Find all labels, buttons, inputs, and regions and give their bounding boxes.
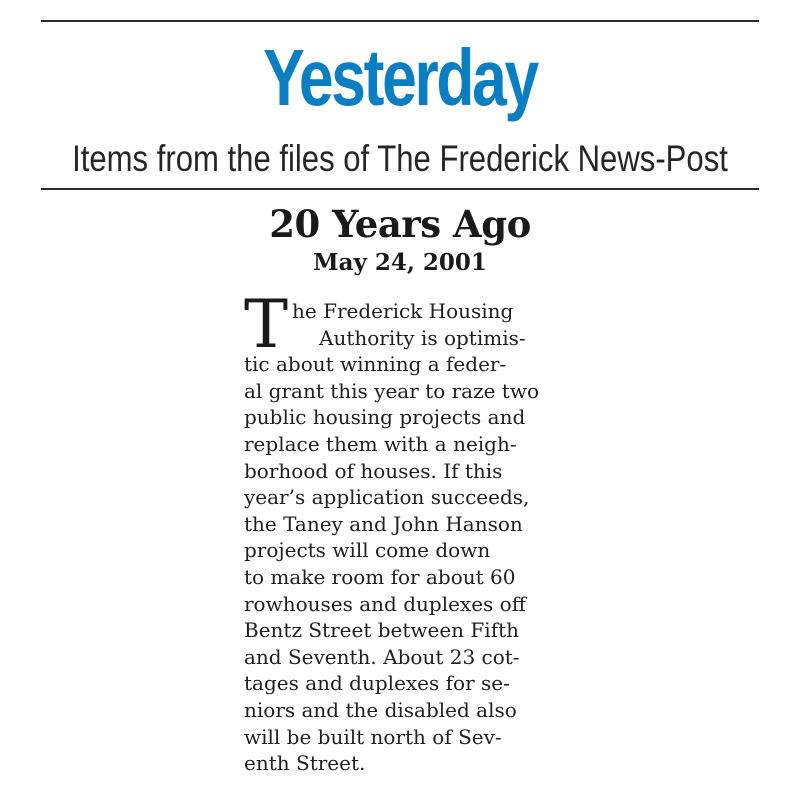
article-line: replace them with a neigh-	[244, 431, 517, 456]
article-line: public housing projects and	[244, 405, 526, 430]
article-line: year’s application succeeds,	[244, 485, 530, 510]
article-body	[244, 286, 556, 777]
article-line: tic about winning a feder-	[244, 352, 507, 377]
article-line: niors and the disabled also	[244, 697, 517, 722]
section-date: May 24, 2001	[313, 249, 487, 276]
article-line: tages and duplexes for se-	[244, 671, 510, 696]
article-line: Bentz Street between Fifth	[244, 618, 520, 643]
article-line: enth Street.	[244, 751, 366, 776]
article-line: Authority is optimis-	[319, 325, 526, 350]
article-line: the Taney and John Hanson	[244, 511, 523, 536]
masthead-title: Yesterday	[263, 33, 537, 122]
article-line: and Seventh. About 23 cot-	[244, 644, 520, 669]
article-line: projects will come down	[244, 538, 491, 563]
masthead-subtitle: Items from the files of The Frederick News-Post	[72, 138, 728, 179]
article-line: rowhouses and duplexes off	[244, 591, 526, 616]
article-line: will be built north of Sev-	[244, 724, 502, 749]
article-line: al grant this year to raze two	[244, 378, 539, 403]
masthead-rule	[41, 188, 759, 190]
drop-cap: T	[244, 286, 289, 363]
article-line: borhood of houses. If this	[244, 458, 503, 483]
top-rule	[41, 20, 759, 22]
article-line: he Frederick Housing	[292, 299, 514, 323]
article-line: to make room for about 60	[244, 564, 516, 589]
section-title: 20 Years Ago	[269, 202, 531, 246]
